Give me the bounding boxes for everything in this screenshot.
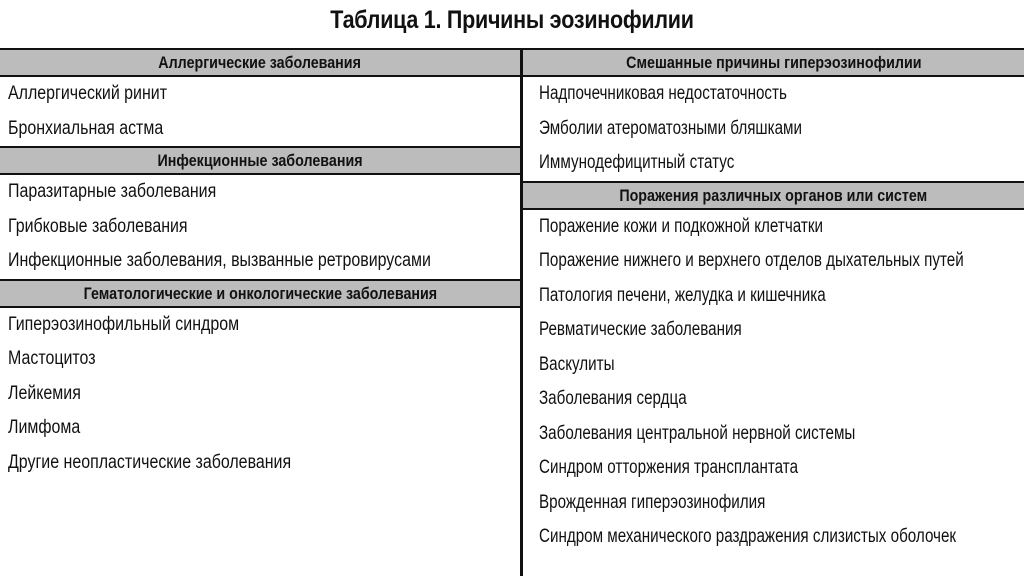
section-header-infectious [0, 146, 520, 175]
left-column [0, 48, 520, 480]
list-item [0, 112, 520, 147]
list-item-label: Грибковые заболевания [8, 215, 188, 237]
section-header-organs [523, 181, 1024, 210]
list-item [0, 446, 520, 481]
list-item-label: Гиперэозинофильный синдром [8, 313, 240, 335]
list-item-label: Лимфома [8, 417, 81, 438]
list-item-label: Синдром механического раздражения слизистых оболочек [539, 526, 957, 547]
section-header-label: Аллергические заболевания [158, 53, 362, 72]
list-item-label: Лейкемия [8, 382, 81, 404]
section-header-allergic [0, 48, 520, 77]
list-item [0, 411, 520, 446]
list-item-label: Аллергический ринит [8, 83, 168, 104]
list-item [0, 175, 520, 210]
list-item-label: Бронхиальная астма [8, 117, 164, 139]
list-item [523, 279, 1024, 314]
list-item-label: Эмболии атероматозными бляшками [539, 117, 802, 139]
list-item-label: Надпочечниковая недостаточность [539, 83, 787, 104]
list-item [523, 348, 1024, 383]
section-header-label: Инфекционные заболевания [157, 151, 363, 170]
list-item-label: Иммунодефицитный статус [539, 152, 735, 173]
list-item [0, 342, 520, 377]
table-title: Таблица 1. Причины эозинофилии [330, 6, 694, 34]
list-item [523, 451, 1024, 486]
section-header-label: Гематологические и онкологические заболевания [83, 283, 437, 303]
list-item [523, 520, 1024, 555]
list-item [523, 417, 1024, 452]
list-item-label: Патология печени, желудка и кишечника [539, 284, 826, 306]
list-item [523, 313, 1024, 348]
right-column [523, 48, 1024, 555]
list-item-label: Васкулиты [539, 353, 615, 375]
list-item-label: Ревматические заболевания [539, 319, 742, 340]
list-item-label: Другие неопластические заболевания [8, 451, 292, 473]
list-item-label: Заболевания сердца [539, 388, 687, 409]
list-item-label: Врожденная гиперэозинофилия [539, 491, 766, 513]
list-item [0, 308, 520, 343]
list-item-label: Инфекционные заболевания, вызванные ретровирусами [8, 250, 431, 271]
list-item [0, 77, 520, 112]
section-header-mixed [523, 48, 1024, 77]
list-item-label: Поражение кожи и подкожной клетчатки [539, 215, 823, 237]
list-item [523, 486, 1024, 521]
list-item [0, 244, 520, 279]
list-item [0, 210, 520, 245]
list-item-label: Мастоцитоз [8, 348, 96, 369]
list-item [523, 77, 1024, 112]
section-header-label: Смешанные причины гиперэозинофилии [625, 53, 922, 72]
list-item [523, 210, 1024, 245]
list-item [523, 112, 1024, 147]
section-header-label: Поражения различных органов или систем [619, 185, 928, 205]
section-header-hematologic [0, 279, 520, 308]
list-item [523, 146, 1024, 181]
list-item-label: Синдром отторжения трансплантата [539, 457, 799, 478]
list-item-label: Заболевания центральной нервной системы [539, 422, 856, 444]
list-item-label: Поражение нижнего и верхнего отделов дыхательных путей [539, 250, 964, 271]
list-item-label: Паразитарные заболевания [8, 181, 217, 202]
list-item [0, 377, 520, 412]
list-item [523, 382, 1024, 417]
list-item [523, 244, 1024, 279]
